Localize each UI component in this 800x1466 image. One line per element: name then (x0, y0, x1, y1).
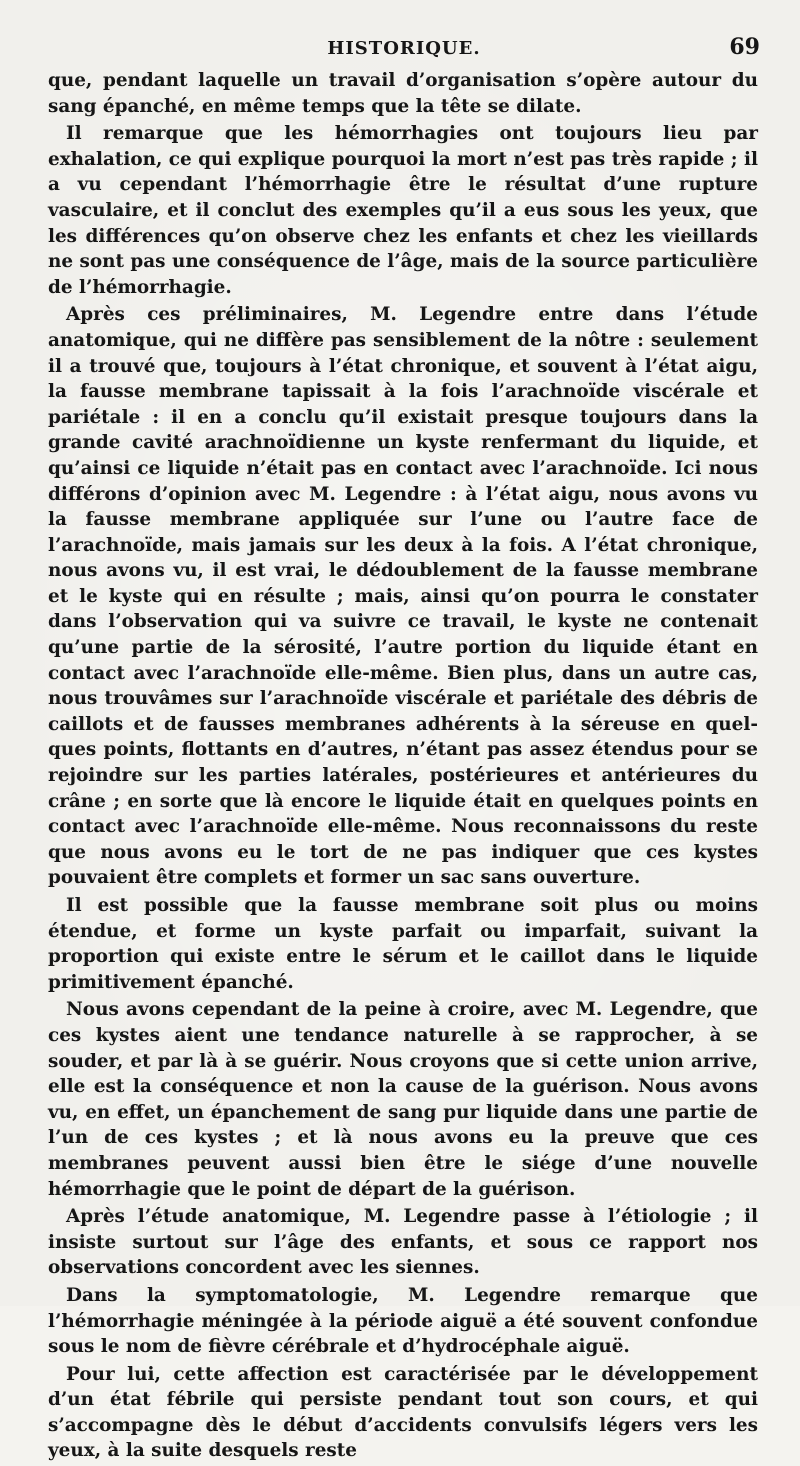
running-head (48, 34, 760, 70)
paragraph: Nous avons cependant de la peine à croire, avec M. Legendre, que ces kystes aient une tendance naturelle à se rapprocher, à se souder, et par là à se guérir. Nous croyons que si cette union arrive, elle est la conséquence et non la cause de la guérison. Nous avons vu, en effet, un épanchement de sang pur liquide dans une partie de l’un de ces kystes ; et là nous avons eu la preuve que ces membranes peuvent aussi bien être le siége d’une nouvelle hémorrhagie que le point de départ de la guérison. (48, 999, 758, 1200)
paragraph: que, pendant laquelle un travail d’organisation s’opère autour du sang épanché, en même temps que la tête se dilate. (48, 70, 758, 117)
paragraph: Après ces préliminaires, M. Legendre entre dans l’étude anatomique, qui ne diffère pas sensiblement de la nôtre : seulement il a trouvé que, toujours à l’état chronique, et souvent à l’état aigu, la fausse membrane tapissait à la fois l’arachnoïde viscérale et pariétale : il en a conclu qu’il existait presque toujours dans la grande cavité arachnoïdienne un kyste renfermant du liquide, et qu’ainsi ce liquide n’était pas en contact avec l’arachnoïde. Ici nous différons d’opinion avec M. Legendre : à l’état aigu, nous avons vu la fausse membrane appliquée sur l’une ou l’autre face de l’arachnoïde, mais jamais sur les deux à la fois. A l’état chronique, nous avons vu, il est vrai, le dédoublement de la fausse membrane et le kyste qui en résulte ; mais, ainsi qu’on pourra le constater dans l’observation qui va suivre ce travail, le kyste ne contenait qu’une partie de la sérosité, l’autre portion du liquide étant en contact avec l’arachnoïde elle-même. Bien plus, dans un autre cas, nous trouvâmes sur l’arachnoïde viscérale et pariétale des débris de caillots et de fausses membranes adhérents à la séreuse en quelques points, flottants en d’autres, n’étant pas assez étendus pour se rejoindre sur les parties latérales, postérieures et antérieures du crâne ; en sorte que là encore le liquide était en quelques points en contact avec l’arachnoïde elle-même. Nous reconnaissons du reste que nous avons eu le tort de ne pas indiquer que ces kystes pouvaient être complets et former un sac sans ouverture. (48, 304, 758, 889)
paragraph: Dans la symptomatologie, M. Legendre remarque que l’hémorrhagie méningée à la période aiguë a été souvent confondue sous le nom de fièvre cérébrale et d’hydrocéphale aiguë. (48, 1284, 758, 1358)
running-title: HISTORIQUE. (327, 38, 481, 59)
body-text (48, 68, 758, 1466)
paragraph: Pour lui, cette affection est caractérisée par le développement d’un état fébrile qui persiste pendant tout son cours, et qui s’accompagne dès le début d’accidents convulsifs légers vers les yeux, à la suite desquels reste (48, 1363, 758, 1462)
paragraph: Il remarque que les hémorrhagies ont toujours lieu par exhalation, ce qui explique pourquoi la mort n’est pas très rapide ; il a vu cependant l’hémorrhagie être le résultat d’une rupture vasculaire, et il conclut des exemples qu’il a eus sous les yeux, que les différences qu’on observe chez les enfants et chez les vieillards ne sont pas une conséquence de l’âge, mais de la source particulière de l’hémorrhagie. (48, 123, 758, 298)
paragraph: Après l’étude anatomique, M. Legendre passe à l’étiologie ; il insiste surtout sur l’âge des enfants, et sous ce rapport nos observations concordent avec les siennes. (48, 1206, 758, 1279)
paragraph: Il est possible que la fausse membrane soit plus ou moins étendue, et forme un kyste parfait ou imparfait, suivant la proportion qui existe entre le sérum et le caillot dans le liquide primitivement épanché. (48, 895, 758, 993)
page-number: 69 (729, 34, 760, 60)
